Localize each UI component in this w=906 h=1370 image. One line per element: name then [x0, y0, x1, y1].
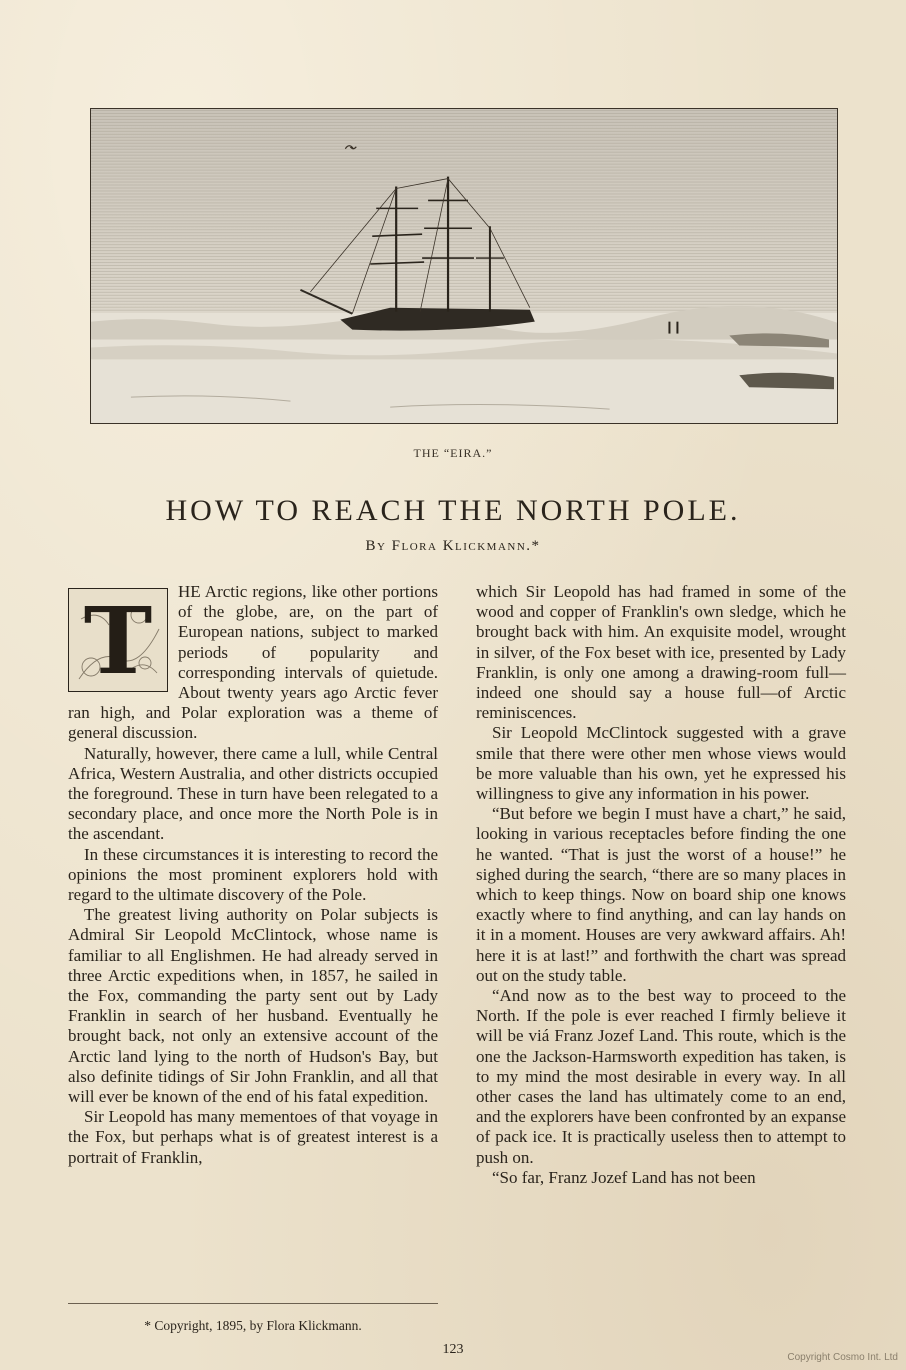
paragraph: “And now as to the best way to proceed to the North. If the pole is ever reached I firmly believe it will be viá Franz Jozef Land. This route, which is the one the Jackson-Harmsworth expedition has taken, is to my mind the most desirable in every way. In all other cases the land has ultimately come to an end, and the explorers have been confronted by an expanse of pack ice. It is practically useless then to attempt to push on. — [476, 986, 846, 1167]
footnote-divider — [68, 1303, 438, 1304]
page-number: 123 — [442, 1342, 464, 1357]
sailing-ship-in-ice-engraving — [91, 109, 837, 423]
article-byline: By Flora Klickmann.* — [365, 538, 541, 554]
paragraph: Naturally, however, there came a lull, while Central Africa, Western Australia, and other districts occupied the foreground. These in turn have been relegated to a secondary place, and once more the North Pole is in the ascendant. — [68, 743, 438, 844]
paragraph: “So far, Franz Jozef Land has not been — [492, 1167, 756, 1187]
drop-cap-ornament — [68, 588, 168, 692]
drop-cap-letter: T — [83, 588, 153, 692]
paragraph: The greatest living authority on Polar subjects is Admiral Sir Leopold McClintock, whose name is familiar to all Englishmen. He had already served in three Arctic expeditions when, in 1857, he sailed in the Fox, commanding the party sent out by Lady Franklin in search of her husband. Eventually he brought back, not only an extensive account of the Arctic land lying to the north of Hudson's Bay, but also definite tidings of Sir John Franklin, and all that will ever be known of the end of his fatal expedition. — [68, 905, 438, 1107]
paragraph: Sir Leopold McClintock suggested with a grave smile that there were other men whose views would be more valuable than his own, yet he expressed his willingness to give any information in his power. — [476, 723, 846, 804]
right-column — [476, 582, 846, 1188]
paragraph: In these circumstances it is interesting to record the opinions the most prominent explorers hold with regard to the ultimate discovery of the Pole. — [68, 844, 438, 905]
watermark: Copyright Cosmo Int. Ltd — [787, 1352, 898, 1363]
paragraph: which Sir Leopold has had framed in some of the wood and copper of Franklin's own sledge, which he brought back with him. An exquisite model, wrought in silver, of the Fox beset with ice, presented by Lady Franklin, is only one among a drawing-room full—indeed one should say a house full—of Arctic reminiscences. — [476, 582, 846, 723]
copyright-footnote: * Copyright, 1895, by Flora Klickmann. — [144, 1318, 362, 1333]
article-title: HOW TO REACH THE NORTH POLE. — [165, 494, 741, 527]
illustration-caption: THE “EIRA.” — [413, 446, 493, 460]
paragraph: Sir Leopold has many mementoes of that voyage in the Fox, but perhaps what is of greatest interest is a portrait of Franklin, — [68, 1107, 438, 1167]
paragraph: HE Arctic regions, like other portions of the globe, are, on the part of European nations, subject to marked periods of popularity and corresponding intervals of quietude. About twenty years ago Arctic fever ran high, and Polar exploration was a theme of general discussion. — [68, 582, 438, 743]
left-column — [68, 582, 438, 1168]
ship-illustration — [90, 108, 838, 424]
paragraph: “But before we begin I must have a chart,” he said, looking in various receptacles before finding the one he wanted. “That is just the worst of a house!” he sighed during the search, “there are so many places in which to keep things. Now on board ship one knows exactly where to find anything, and can lay hands on it in a moment. Houses are very awkward affairs. Ah! here it is at last!” and forthwith the chart was spread out on the study table. — [476, 804, 846, 985]
